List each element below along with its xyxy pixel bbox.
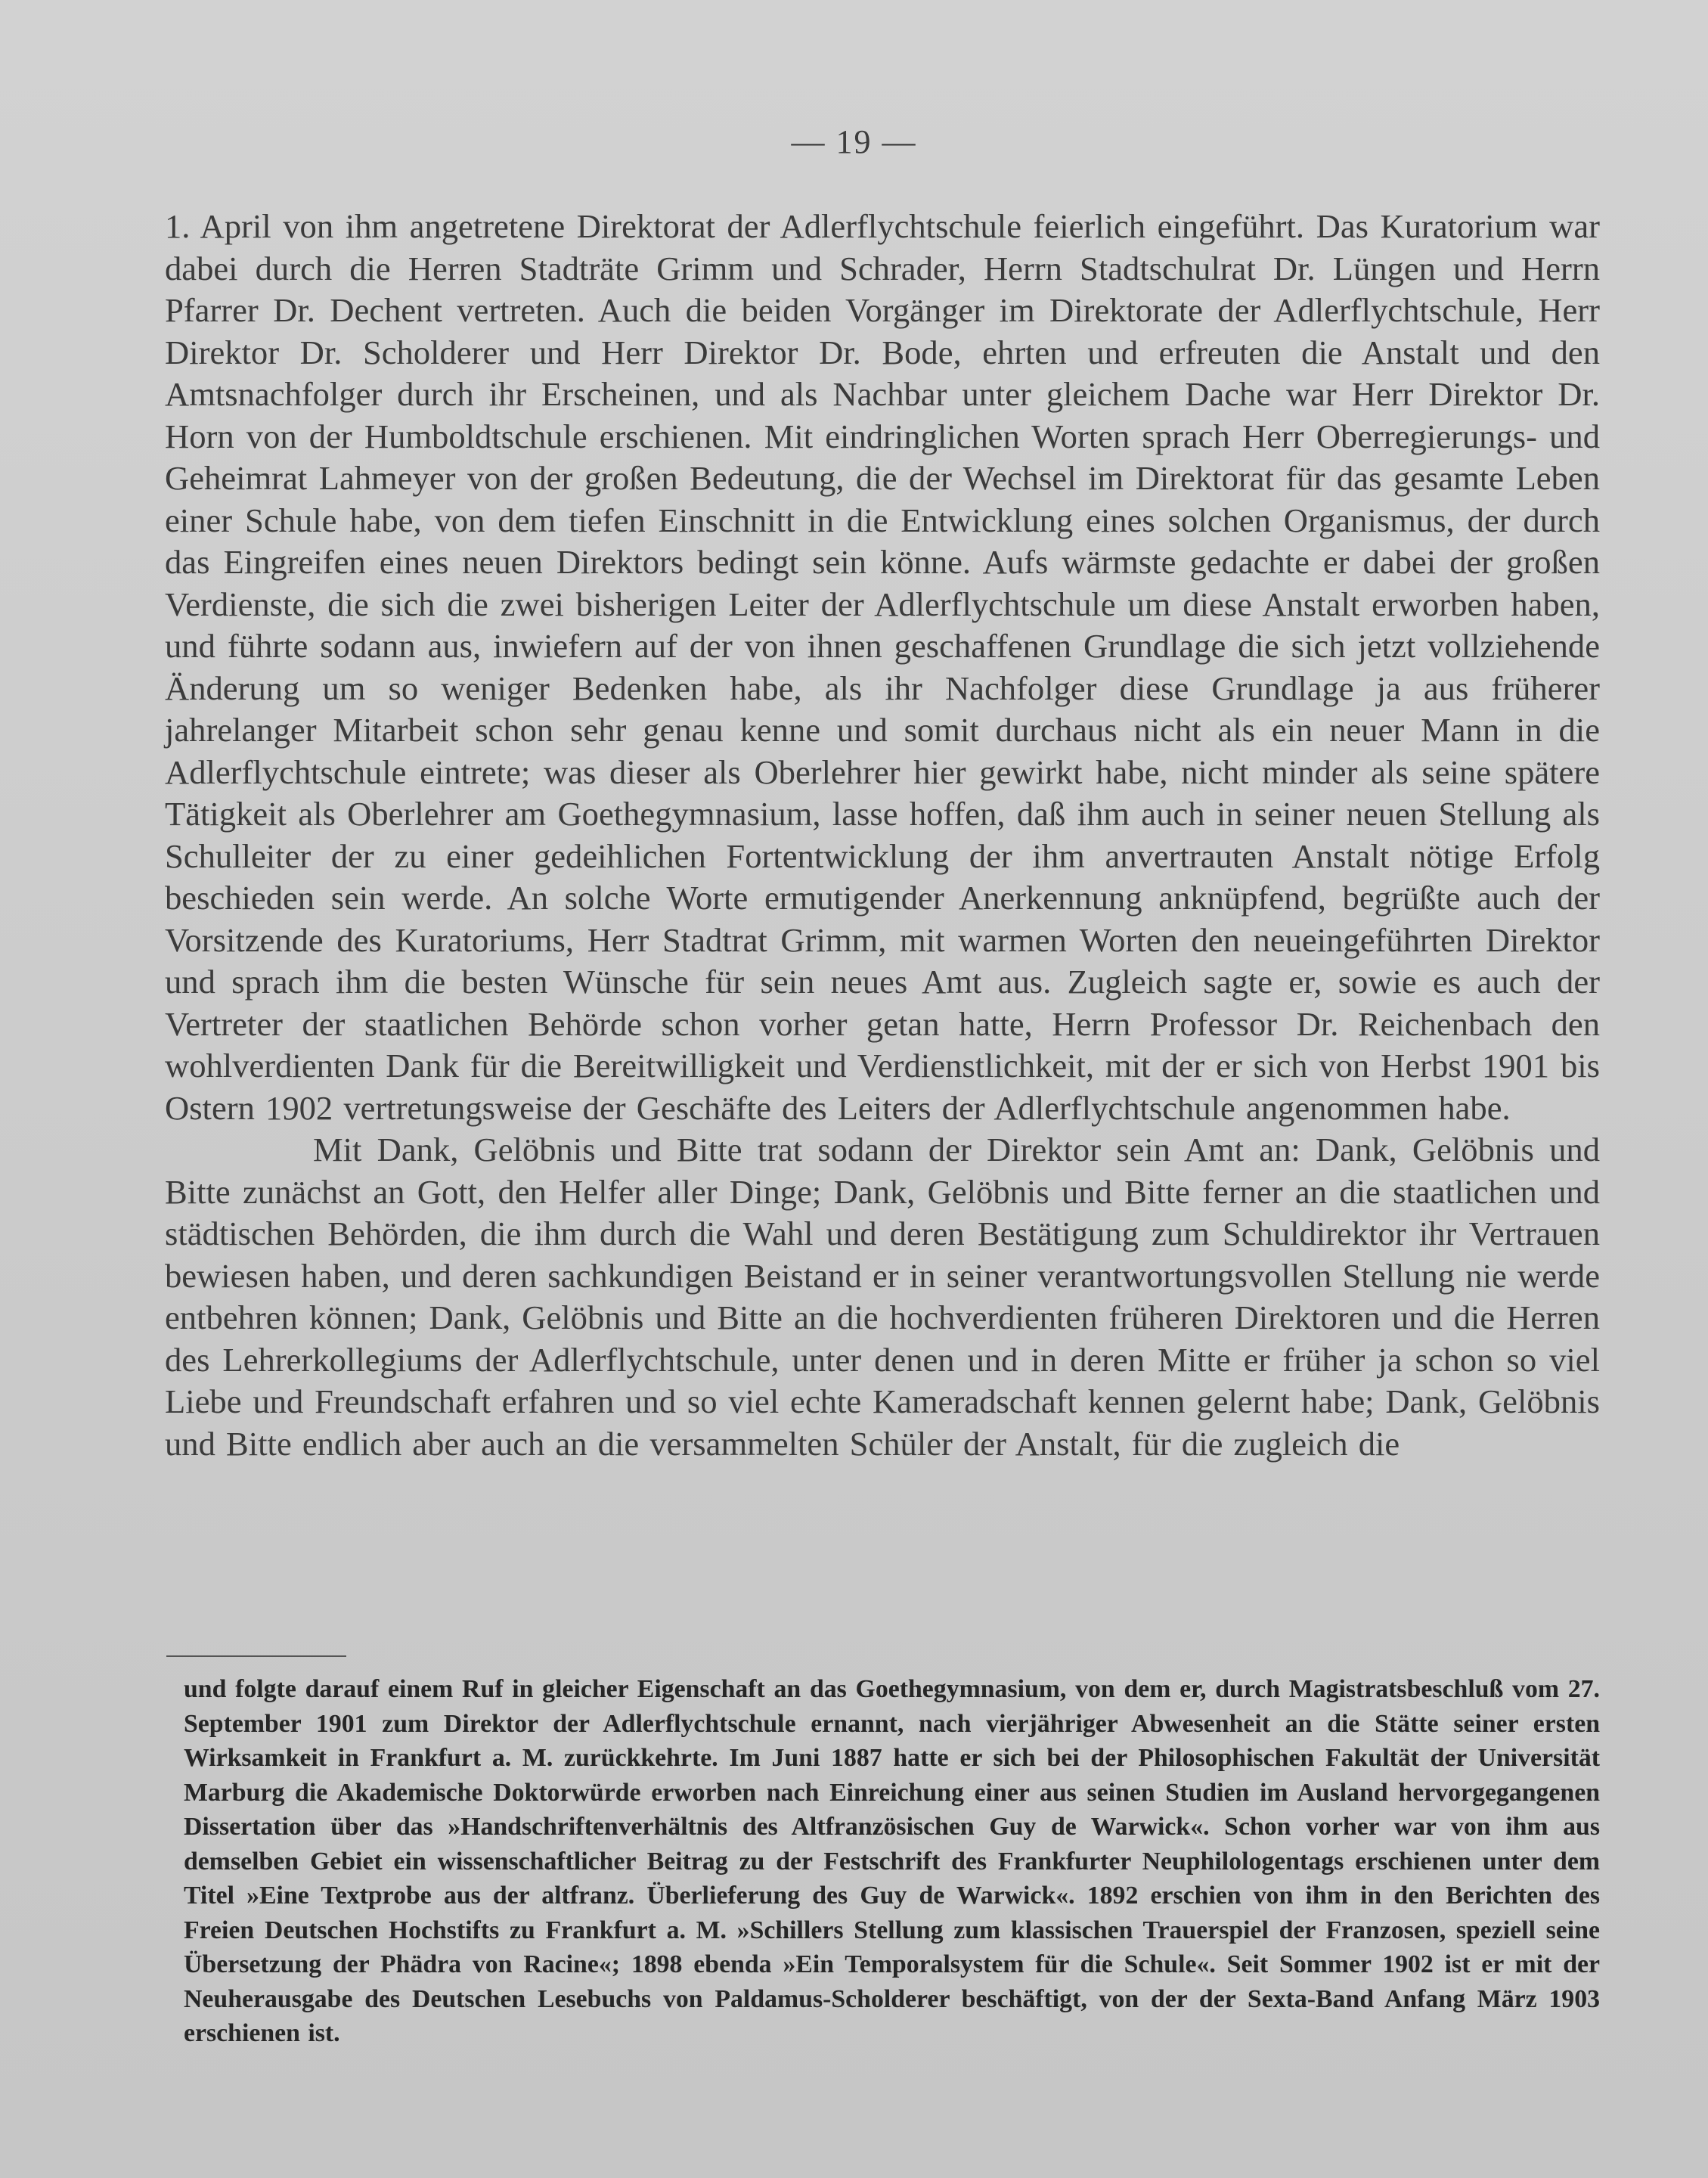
main-text [165, 206, 1600, 1465]
footnote-text: und folgte darauf einem Ruf in gleicher Eigenschaft an das Goethegymnasium, von dem er, durch Magistratsbeschluß vom 27. September 1901 zum Direktor der Adlerflychtschule ernannt, nach vierjähriger Abwesenheit an die Stätte seiner ersten Wirksamkeit in Frankfurt a. M. zurückkehrte. Im Juni 1887 hatte er sich bei der Philosophischen Fakultät der Universität Marburg die Akademische Doktorwürde erworben nach Einreichung einer aus seinen Studien im Ausland hervorgegangenen Dissertation über das »Handschriftenverhältnis des Altfranzösischen Guy de Warwick«. Schon vorher war von ihm aus demselben Gebiet ein wissenschaftlicher Beitrag zu der Festschrift des Frankfurter Neuphilologentags erschienen unter dem Titel »Eine Textprobe aus der altfranz. Überlieferung des Guy de Warwick«. 1892 erschien von ihm in den Berichten des Freien Deutschen Hochstifts zu Frankfurt a. M. »Schillers Stellung zum klassischen Trauerspiel der Franzosen, speziell seine Übersetzung der Phädra von Racine«; 1898 ebenda »Ein Temporalsystem für die Schule«. Seit Sommer 1902 ist er mit der Neuherausgabe des Deutschen Lesebuchs von Paldamus-Scholderer beschäftigt, von der der Sexta-Band Anfang März 1903 erschienen ist. [184, 1675, 1600, 2047]
paragraph: Mit Dank, Gelöbnis und Bitte trat sodann der Direktor sein Amt an: Dank, Gelöbnis und Bitte zunächst an Gott, den Helfer aller Dinge; Dank, Gelöbnis und Bitte ferner an die staatlichen und städtischen Behörden, die ihm durch die Wahl und deren Bestätigung zum Schuldirektor ihr Vertrauen bewiesen haben, und deren sachkundigen Beistand er in seiner verantwortungsvollen Stellung nie werde entbehren können; Dank, Gelöbnis und Bitte an die hochverdienten früheren Direktoren und die Herren des Lehrerkollegiums der Adlerflychtschule, unter denen und in deren Mitte er früher ja schon so viel Liebe und Freundschaft erfahren und so viel echte Kameradschaft kennen gelernt habe; Dank, Gelöbnis und Bitte endlich aber auch an die versammelten Schüler der Anstalt, für die zugleich die [165, 1131, 1600, 1463]
page-number: — 19 — [791, 123, 917, 160]
footnote-divider [166, 1655, 346, 1657]
footnote [184, 1672, 1600, 2051]
paragraph: 1. April von ihm angetretene Direktorat der Adlerflychtschule feierlich eingeführt. Das Kuratorium war dabei durch die Herren Stadträte Grimm und Schrader, Herrn Stadtschulrat Dr. Lüngen und Herrn Pfarrer Dr. Dechent vertreten. Auch die beiden Vorgänger im Direktorate der Adlerflychtschule, Herr Direktor Dr. Scholderer und Herr Direktor Dr. Bode, ehrten und erfreuten die Anstalt und den Amtsnachfolger durch ihr Erscheinen, und als Nachbar unter gleichem Dache war Herr Direktor Dr. Horn von der Humboldtschule erschienen. Mit eindringlichen Worten sprach Herr Oberregierungs- und Geheimrat Lahmeyer von der großen Bedeutung, die der Wechsel im Direktorat für das gesamte Leben einer Schule habe, von dem tiefen Einschnitt in die Entwicklung eines solchen Organismus, der durch das Eingreifen eines neuen Direktors bedingt sein könne. Aufs wärmste gedachte er dabei der großen Verdienste, die sich die zwei bisherigen Leiter der Adlerflychtschule um diese Anstalt erworben haben, und führte sodann aus, inwiefern auf der von ihnen geschaffenen Grundlage die sich jetzt vollziehende Änderung um so weniger Bedenken habe, als ihr Nachfolger diese Grundlage ja aus früherer jahrelanger Mitarbeit schon sehr genau kenne und somit durchaus nicht als ein neuer Mann in die Adlerflychtschule eintrete; was dieser als Oberlehrer hier gewirkt habe, nicht minder als seine spätere Tätigkeit als Oberlehrer am Goethegymnasium, lasse hoffen, daß ihm auch in seiner neuen Stellung als Schulleiter der zu einer gedeihlichen Fortentwicklung der ihm anvertrauten Anstalt nötige Erfolg beschieden sein werde. An solche Worte ermutigender Anerkennung anknüpfend, begrüßte auch der Vorsitzende des Kuratoriums, Herr Stadtrat Grimm, mit warmen Worten den neueingeführten Direktor und sprach ihm die besten Wünsche für sein neues Amt aus. Zugleich sagte er, sowie es auch der Vertreter der staatlichen Behörde schon vorher getan hatte, Herrn Professor Dr. Reichenbach den wohlverdienten Dank für die Bereitwilligkeit und Verdienstlichkeit, mit der er sich von Herbst 1901 bis Ostern 1902 vertretungsweise der Geschäfte des Leiters der Adlerflychtschule angenommen habe. [165, 207, 1600, 1127]
